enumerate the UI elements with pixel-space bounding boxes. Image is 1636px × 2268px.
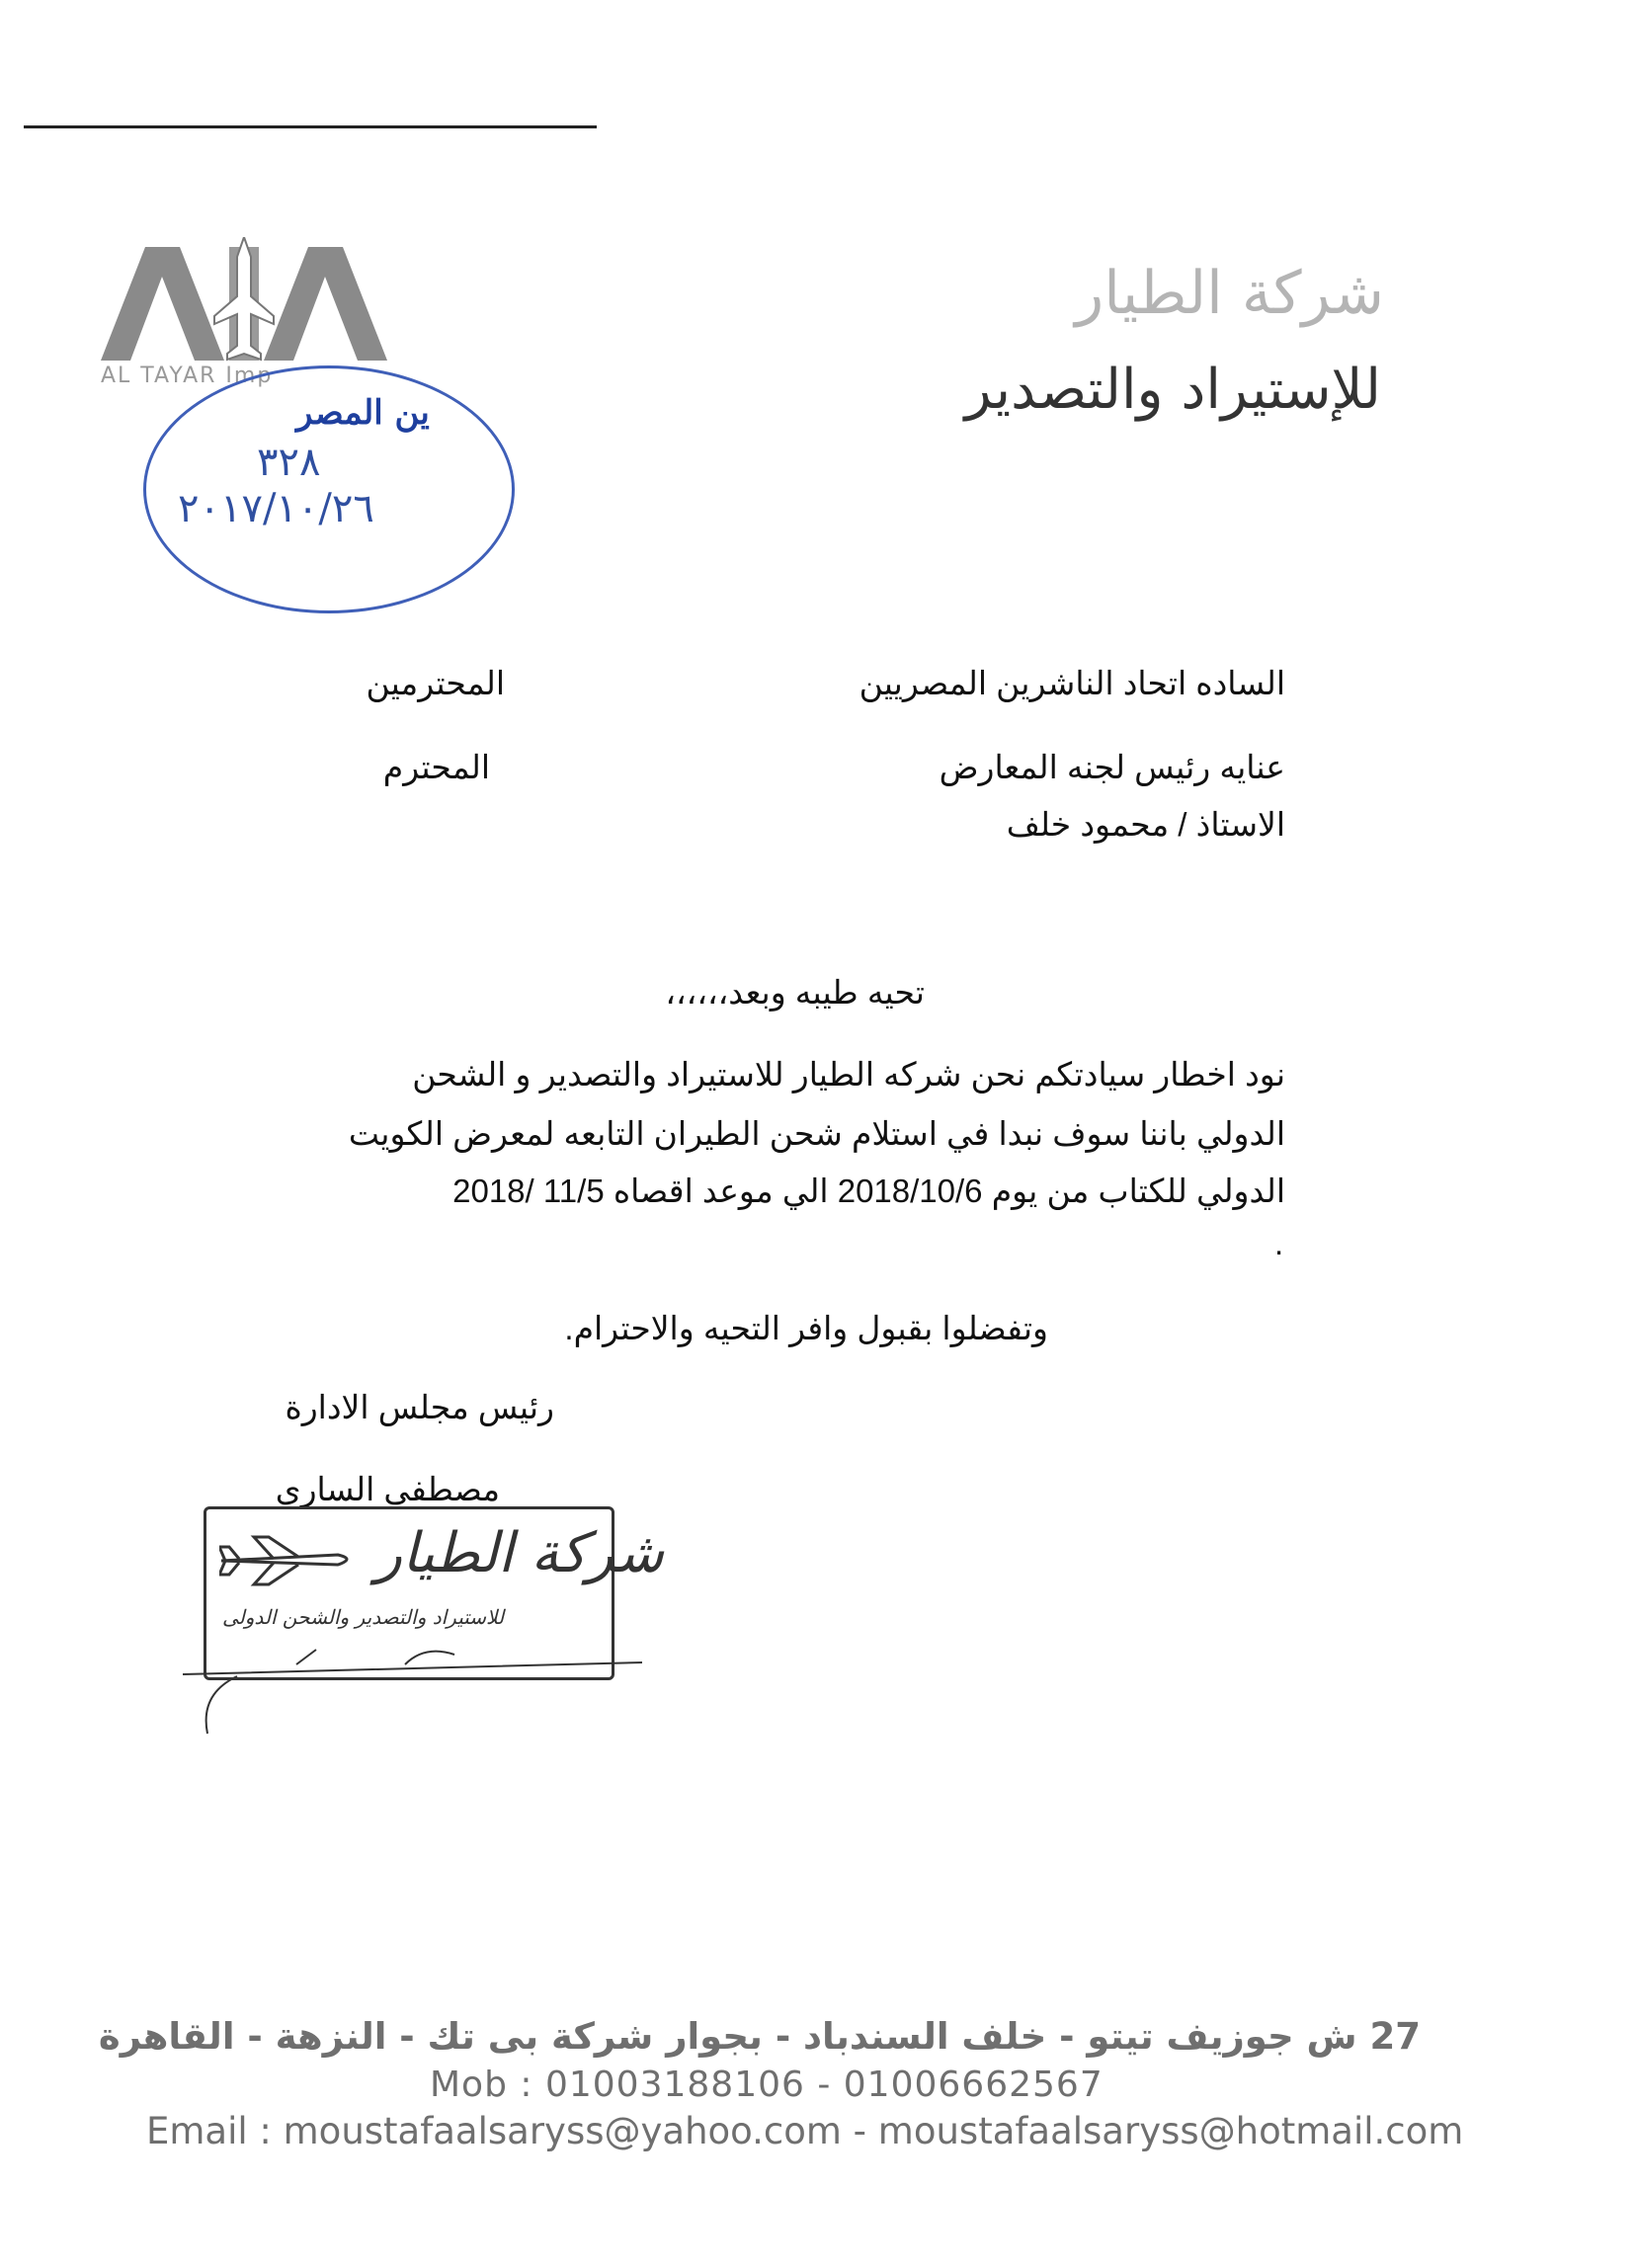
greeting: تحيه طيبه وبعد،،،،،، (665, 974, 925, 1011)
logo-caption: AL TAYAR Imp (101, 364, 274, 388)
footer-email: Email : moustafaalsaryss@yahoo.com - moustafaalsaryss@hotmail.com (146, 2110, 1464, 2152)
recipient-line-2: عنايه رئيس لجنه المعارض (939, 749, 1285, 785)
logo-graphic (101, 237, 387, 370)
signature-title: رئيس مجلس الادارة (285, 1389, 554, 1425)
signature-name: مصطفى السارى (275, 1471, 500, 1507)
date-stamp-date: ٢٠١٧/١٠/٢٦ (178, 486, 374, 531)
airplane-icon (219, 1533, 358, 1587)
footer-address: 27 ش جوزيف تيتو - خلف السندباد - بجوار شركة بى تك - النزهة - القاهرة (98, 2015, 1421, 2058)
recipient-line-1: الساده اتحاد الناشرين المصريين (859, 665, 1285, 701)
company-stamp-name: شركة الطيار (375, 1521, 664, 1585)
company-subtitle: للإستيراد والتصدير (964, 358, 1381, 422)
footer-mobile: Mob : 01003188106 - 01006662567 (430, 2065, 1104, 2105)
company-logo (101, 237, 387, 370)
paragraph-line-2: الدولي باننا سوف نبدا في استلام شحن الطيران التابعه لمعرض الكويت (348, 1115, 1285, 1152)
recipient-line-3: الاستاذ / محمود خلف (1006, 806, 1285, 843)
company-stamp-sub: للاستيراد والتصدير والشحن الدولى (222, 1605, 505, 1629)
company-name: شركة الطيار (1075, 259, 1384, 328)
date-stamp-header: ين المصر (296, 393, 430, 433)
top-rule (24, 125, 597, 128)
paragraph-line-4: . (1274, 1225, 1284, 1261)
paragraph-line-3: الدولي للكتاب من يوم 2018/10/6 الي موعد اقصاه 11/5 /2018 (452, 1173, 1285, 1209)
signature-scribble (178, 1645, 652, 1743)
closing-line: وتفضلوا بقبول وافر التحيه والاحترام. (564, 1310, 1048, 1346)
recipient-honorific-2: المحترم (382, 749, 490, 785)
paragraph-line-1: نود اخطار سيادتكم نحن شركه الطيار للاستيراد والتصدير و الشحن (412, 1056, 1285, 1093)
date-stamp-number: ٣٢٨ (257, 440, 321, 485)
recipient-honorific-1: المحترمين (366, 665, 505, 701)
